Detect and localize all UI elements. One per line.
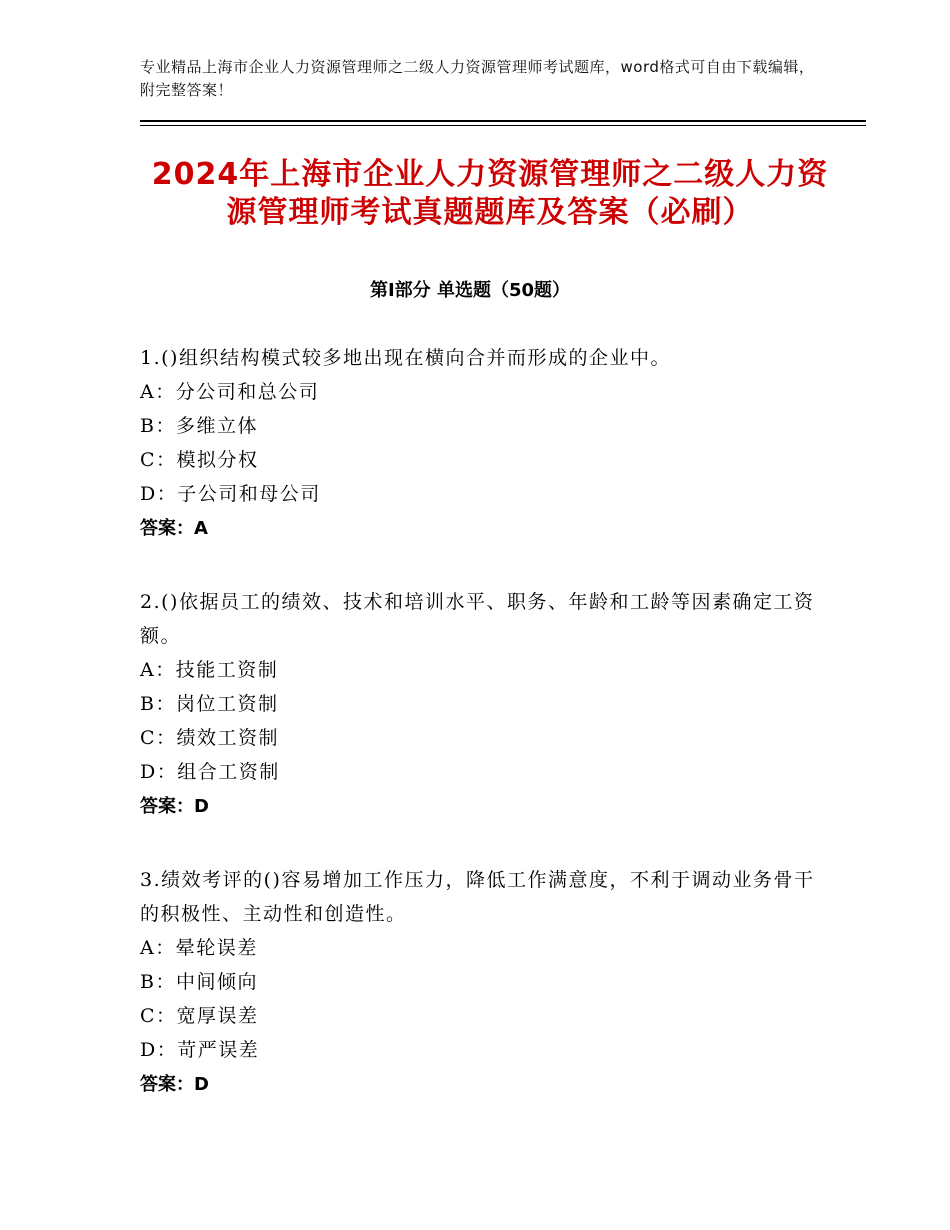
option-c: C：绩效工资制 xyxy=(140,727,280,749)
option-a: A：晕轮误差 xyxy=(140,937,258,959)
option-b: B：岗位工资制 xyxy=(140,693,279,715)
document-title: 2024年上海市企业人力资源管理师之二级人力资源管理师考试真题题库及答案（必刷） xyxy=(151,157,829,230)
option-d: D：组合工资制 xyxy=(140,761,280,783)
question-3 xyxy=(140,863,820,1103)
question-stem: 1.()组织结构模式较多地出现在横向合并而形成的企业中。 xyxy=(140,347,671,369)
section-title: 第Ⅰ部分 单选题（50题） xyxy=(369,280,570,301)
question-stem: 3.绩效考评的()容易增加工作压力，降低工作满意度，不利于调动业务骨干的积极性、主动性和创造性。 xyxy=(140,869,815,925)
option-b: B：多维立体 xyxy=(140,415,258,437)
answer-line: 答案：D xyxy=(140,1074,209,1095)
header-rule-thick xyxy=(140,120,866,122)
option-c: C：宽厚误差 xyxy=(140,1005,259,1027)
option-d: D：子公司和母公司 xyxy=(140,483,321,505)
question-1 xyxy=(140,341,820,547)
question-2 xyxy=(140,585,820,825)
option-b: B：中间倾向 xyxy=(140,971,258,993)
question-stem: 2.()依据员工的绩效、技术和培训水平、职务、年龄和工龄等因素确定工资额。 xyxy=(140,591,815,647)
option-a: A：技能工资制 xyxy=(140,659,279,681)
option-a: A：分公司和总公司 xyxy=(140,381,320,403)
answer-line: 答案：A xyxy=(140,518,208,539)
option-d: D：苛严误差 xyxy=(140,1039,260,1061)
answer-line: 答案：D xyxy=(140,796,209,817)
question-list xyxy=(140,341,820,1141)
header-note: 专业精品上海市企业人力资源管理师之二级人力资源管理师考试题库，word格式可自由下载编辑，附完整答案！ xyxy=(140,58,815,99)
header-rule-thin xyxy=(140,125,866,126)
option-c: C：模拟分权 xyxy=(140,449,259,471)
